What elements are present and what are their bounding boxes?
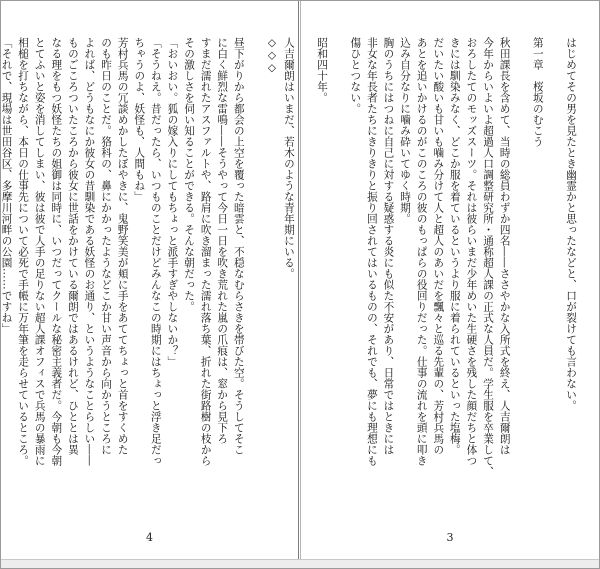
text-line: とてふいと姿を消してしまい、彼は彼で人手の足りない超人課オフィスで兵馬の暴雨に xyxy=(33,37,46,466)
text-line: 胸のうちにはつねに自己に対する疑惑する炎にも似た不安があり、日常ではときには xyxy=(382,37,395,455)
text-line: 第一章 桜坂のむこう xyxy=(531,37,544,147)
text-line: あとを追いかけるのがこのころの彼のもっぱらの役回りだった。仕事の流れを頭に叩き xyxy=(415,37,428,466)
text-line: ちゃうのよ、妖怪も、人間もね」 xyxy=(133,37,146,202)
text-line xyxy=(546,37,563,511)
text-line: 傷ひとつない。 xyxy=(349,37,362,114)
text-line: その激しさを伺い知ることができる。そんな朝だった。 xyxy=(183,37,196,312)
text-line: だいたい酸いも甘いも噛み分けて人と超人のあいだを飄々と巡る先輩の、芳村兵馬の xyxy=(432,37,445,455)
text-line: おろしたてのモッズスーツ。それは彼らいまだ少年めいた生硬さを残した顔だちと体つ xyxy=(465,37,478,466)
text-line: 非女な年長者たちにきりきりと振り回されてはいるものの、それでも、夢にも理想にも xyxy=(365,37,378,466)
text-line: 秋田課長を含めて、当時の総員わずか四名――ささやかな入所式を終え、人吉爾朗は xyxy=(498,37,511,455)
text-line: きには馴染みなく、どこか服を着ているというより服に着られているといった塩梅。 xyxy=(448,37,461,455)
text-line xyxy=(330,37,347,511)
text-line: 「それで、現場は世田谷区、多摩川河畔の公園……ですね」 xyxy=(0,37,13,334)
text-line xyxy=(297,37,314,511)
text-line: 人吉爾朗はいまだ、若木のような青年期にいる。 xyxy=(282,37,295,279)
text-line: 「おいおい。狐の嫁入りにしてもちょっと派手すぎやしないか？」 xyxy=(166,37,179,367)
text-line: 芳村兵馬の冗談めかしたぼやきに、鬼野笑美が頬に手をあててちょっと首をすくめた xyxy=(116,37,129,455)
left-page xyxy=(1,1,299,568)
right-page xyxy=(282,1,599,568)
text-line: 昭和四十年。 xyxy=(316,37,329,103)
text-line: ◇◇◇ xyxy=(266,37,278,75)
left-page-number: 4 xyxy=(146,531,153,544)
text-line: なる理をもつ妖怪たちの姐御は同時に、いつだってクールな秘密主義者だ。今朝も今朝 xyxy=(50,37,63,466)
text-line xyxy=(247,37,264,511)
text-line: はじめてその男を見たとき幽霊かと思ったなどと、口が裂けても言わない。 xyxy=(565,37,577,411)
text-line: 昼下がりから都会の上空を覆った暗雲と、不穏なむらさきを帯びた空。そうしてそこ xyxy=(232,37,245,455)
text-line: 相槌を打ちながら、本日の仕事先について必死で手帳に万年筆を走らせているところ。 xyxy=(17,37,30,466)
text-line: 込み自分なりに噛み砕いてゆく時期。 xyxy=(399,37,412,224)
text-line: よれば、どうもなにか彼女の昔馴染である妖怪のお通り、というようなことらしい―― xyxy=(83,37,96,466)
text-line: ものごころついたころから彼女に世話をかけている爾朗ではあるけれど、ひととは異 xyxy=(66,37,79,455)
text-line: 今年からいよいよ超過人口調整研究所・通称超人課の正式な人員だ。学生服を卒業して、 xyxy=(482,37,495,477)
text-line: のも昨日のことだ。狢科の、鼻にかかったようなどこか甘い声音から向かうところに xyxy=(100,37,113,455)
window-bottom-strip xyxy=(1,559,599,568)
text-line xyxy=(513,37,530,511)
text-line: すまだ濡れたアスファルトや、路肩に吹き溜まった濡れ落ち葉、折れた街路樹の枝から xyxy=(199,37,212,466)
text-line: 「そうねえ。昔だったら、いつものことだけどみんなこの時期にはちょっと浮き足だっ xyxy=(149,37,162,466)
right-page-number: 3 xyxy=(446,531,454,544)
right-page-body-text xyxy=(282,37,579,511)
left-page-body-text xyxy=(0,37,280,511)
text-line: に白く鮮烈な雷鳴――そうやって今日一日を吹き荒れた嵐の爪痕は、窓から見下ろ xyxy=(216,37,229,444)
